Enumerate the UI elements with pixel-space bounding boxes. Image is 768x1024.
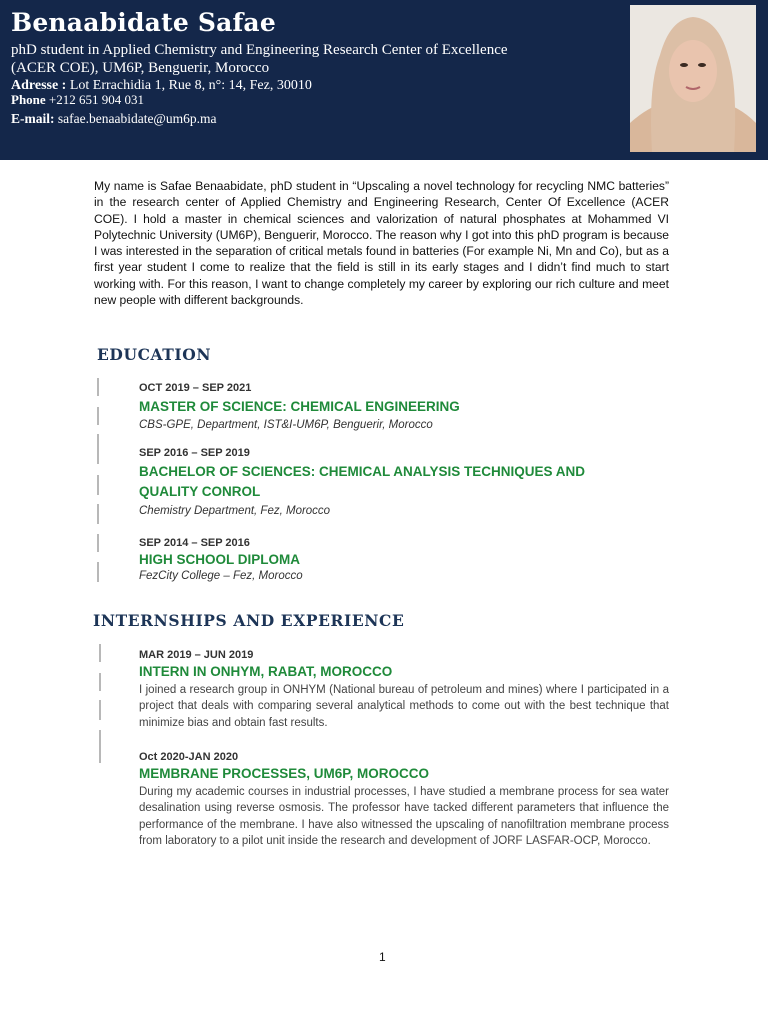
position-line-2b: UM6P, Benguerir, Morocco — [102, 60, 270, 76]
entry-title: MASTER OF SCIENCE: CHEMICAL ENGINEERING — [139, 399, 460, 414]
timeline-bar — [97, 504, 99, 524]
entry-title: HIGH SCHOOL DIPLOMA — [139, 552, 301, 567]
position-line-2a: (ACER COE), — [11, 60, 103, 76]
position-line: phD student in Applied Chemistry and Engineering Research Center of Excellence — [11, 42, 508, 58]
entry-place: Chemistry Department, Fez, Morocco — [139, 505, 331, 517]
position-line-2 — [11, 60, 269, 77]
email-value: safae.benaabidate@um6p.ma — [57, 111, 217, 126]
timeline-bar — [97, 475, 99, 495]
portrait-image — [630, 5, 756, 152]
entry-date: SEP 2016 – SEP 2019 — [139, 447, 250, 459]
profile-photo — [630, 5, 756, 152]
header-banner — [0, 0, 768, 160]
timeline-bar — [99, 730, 101, 763]
timeline-bar — [97, 534, 99, 552]
phone-label: Phone — [11, 92, 46, 107]
education-entry — [139, 382, 669, 431]
entry-place: FezCity College – Fez, Morocco — [139, 570, 303, 582]
timeline-bar — [97, 434, 99, 464]
phone-value: +212 651 904 031 — [48, 92, 145, 107]
entry-title: INTERN IN ONHYM, RABAT, MOROCCO — [139, 664, 393, 679]
timeline-bar — [97, 407, 99, 425]
education-entry — [139, 447, 619, 517]
entry-date: Oct 2020-JAN 2020 — [139, 751, 239, 763]
address-label: Adresse : — [11, 78, 67, 93]
address-value: Lot Errachidia 1, Rue 8, n°: 14, Fez, 30010 — [69, 78, 312, 93]
experience-entry — [139, 751, 669, 849]
timeline-bar — [97, 562, 99, 582]
person-name: Benaabidate Safae — [11, 8, 276, 37]
timeline-bar — [99, 700, 101, 720]
intro-paragraph: My name is Safae Benaabidate, phD student in “Upscaling a novel technology for recycling NMC batteries” in the research center of Applied Chemistry and Engineering Research, Center Of Excellence (ACER COE). I hold a master in chemical sciences and valorization of natural phosphates at Mohammed VI Polytechnic University (UM6P), Benguerir, Morocco. The reason why I got into this phD program is because I was interested in the separation of critical metals found in batteries (For example Ni, Mn and Co), but as a first year student I come to realize that the field is still in its early stages and I didn’t find much to start working with. For this reason, I want to change completely my career by exploring our rich culture and meet new people with different backgrounds. — [94, 179, 669, 308]
entry-date: OCT 2019 – SEP 2021 — [139, 382, 252, 394]
entry-place: CBS-GPE, Department, IST&I-UM6P, Benguerir, Morocco — [139, 419, 433, 431]
experience-entry — [139, 649, 669, 731]
education-entry — [139, 537, 669, 582]
timeline-bar — [99, 644, 101, 662]
experience-heading: INTERNSHIPS AND EXPERIENCE — [93, 611, 405, 630]
entry-description: I joined a research group in ONHYM (National bureau of petroleum and mines) where I participated in a project that deals with comparing several analytical methods to come out with the best technique that minimize bias and obtain fast results. — [139, 684, 669, 729]
education-heading: EDUCATION — [97, 345, 212, 364]
email-line — [11, 111, 217, 127]
entry-date: MAR 2019 – JUN 2019 — [139, 649, 254, 661]
entry-description: During my academic courses in industrial processes, I have studied a membrane process for sea water desalination using reverse osmosis. The professor have tacked different parameters that influence the performance of the membrane. I have also witnessed the upscaling of nanofiltration membrane process from laboratory to a pilot unit inside the research and development of JORF LASFAR-OCP, Morocco. — [139, 786, 669, 847]
entry-date: SEP 2014 – SEP 2016 — [139, 537, 250, 549]
phone-line — [11, 92, 144, 108]
timeline-bar — [97, 378, 99, 396]
entry-title: BACHELOR OF SCIENCES: CHEMICAL ANALYSIS TECHNIQUES AND QUALITY CONROL — [139, 464, 586, 499]
entry-title: MEMBRANE PROCESSES, UM6P, MOROCCO — [139, 766, 430, 781]
page-number: 1 — [379, 950, 386, 964]
email-label: E-mail: — [11, 111, 55, 126]
timeline-bar — [99, 673, 101, 691]
